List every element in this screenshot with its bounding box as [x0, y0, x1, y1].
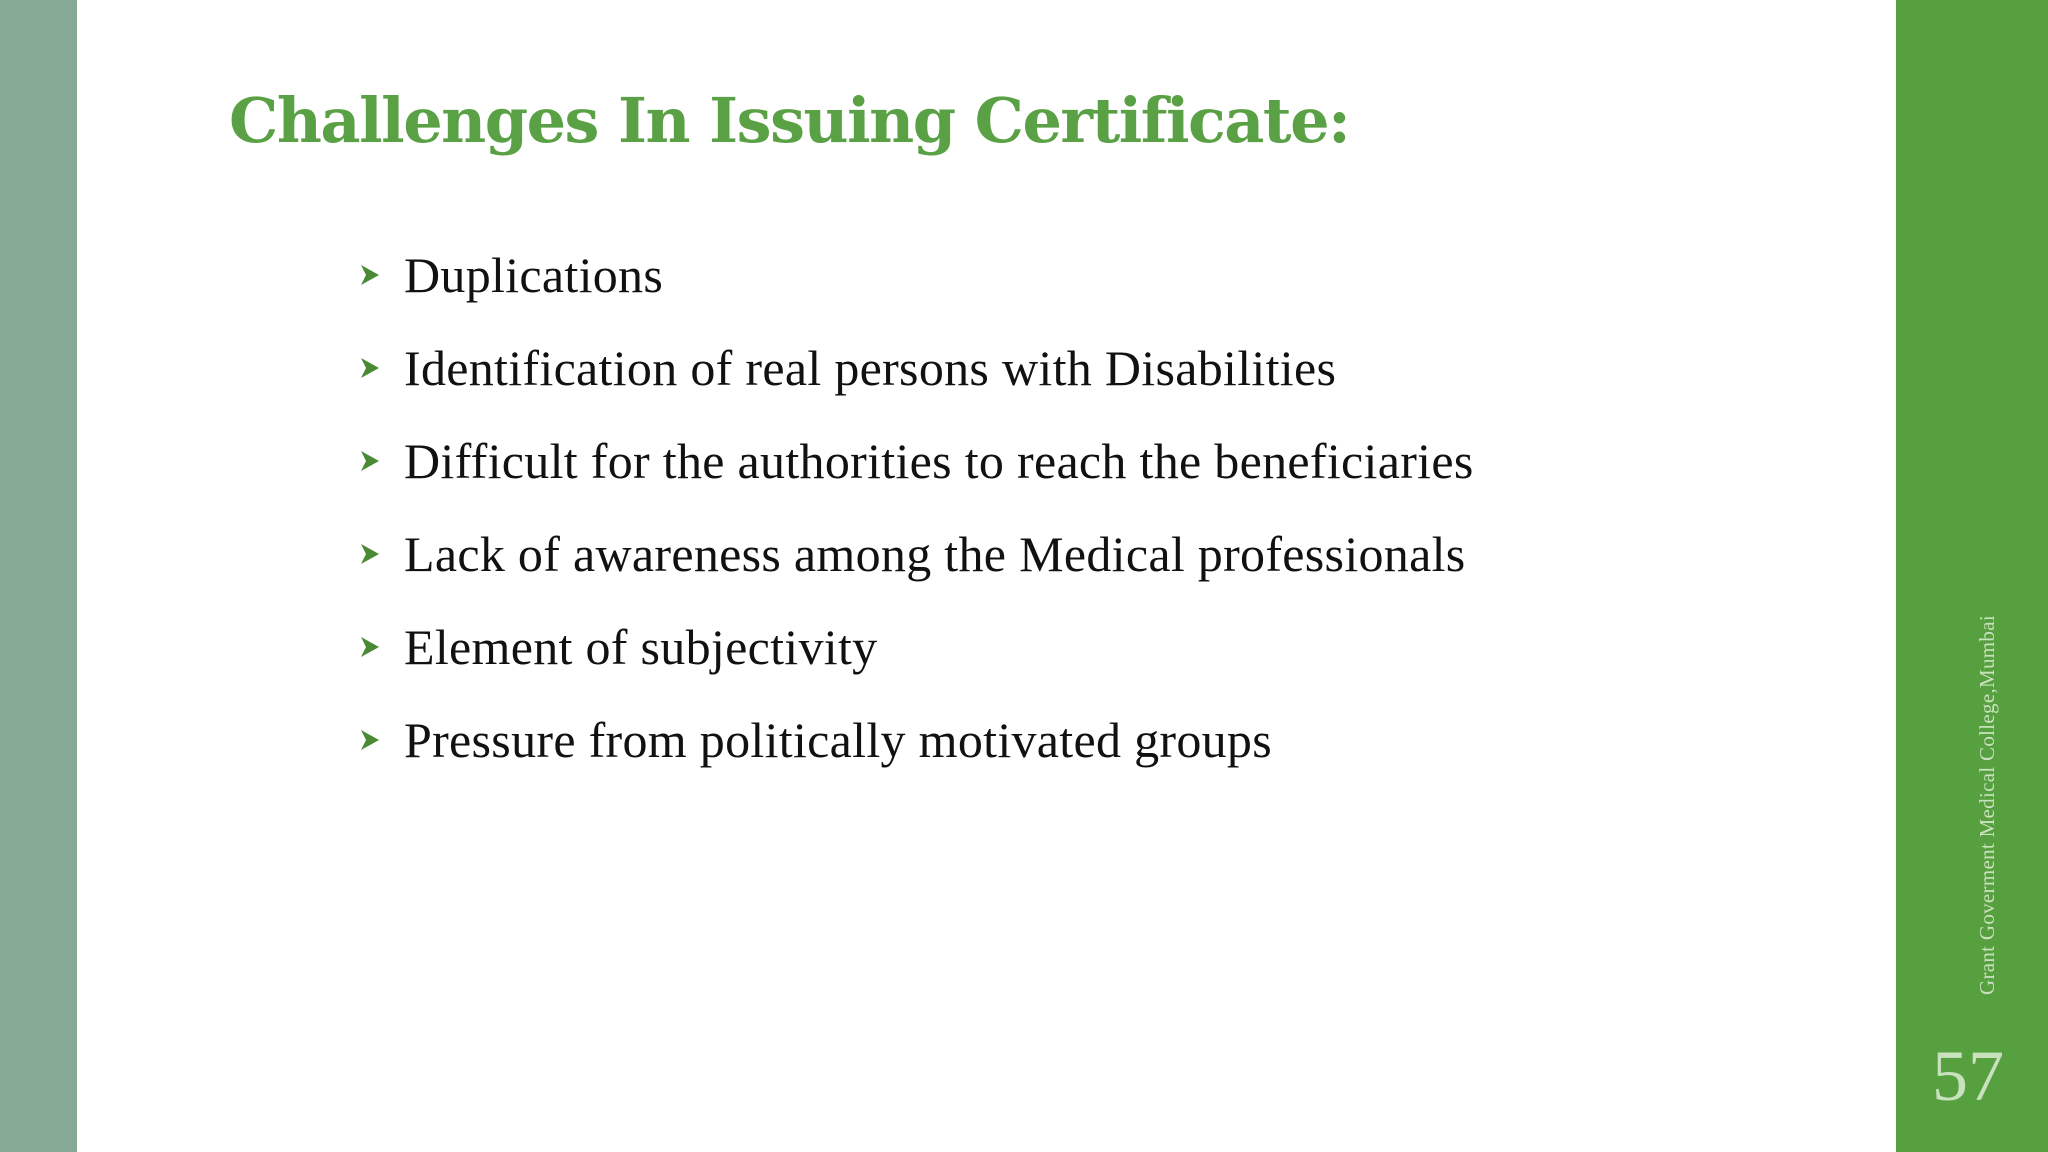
- bullet-item-political-pressure: [360, 693, 1474, 786]
- arrow-bullet-icon: [360, 543, 380, 565]
- bullet-text: Difficult for the authorities to reach the beneficiaries: [404, 432, 1474, 489]
- arrow-bullet-icon: [360, 357, 380, 379]
- right-decorative-band: [1896, 0, 2048, 1152]
- arrow-bullet-icon: [360, 450, 380, 472]
- page-number: 57: [1932, 1036, 2004, 1116]
- bullet-text: Lack of awareness among the Medical professionals: [404, 525, 1466, 582]
- bullet-item-lack-of-awareness: [360, 507, 1474, 600]
- bullet-item-difficult-reach: [360, 414, 1474, 507]
- bullet-item-identification: [360, 321, 1474, 414]
- bullet-text: Element of subjectivity: [404, 618, 878, 675]
- bullet-list: [360, 228, 1474, 786]
- arrow-bullet-icon: [360, 264, 380, 286]
- arrow-bullet-icon: [360, 729, 380, 751]
- bullet-text: Pressure from politically motivated groups: [404, 711, 1272, 768]
- footer-institution: Grant Goverment Medical College,Mumbai: [1975, 615, 1999, 995]
- bullet-item-subjectivity: [360, 600, 1474, 693]
- bullet-text: Identification of real persons with Disabilities: [404, 339, 1337, 396]
- bullet-text: Duplications: [404, 246, 664, 303]
- slide-title: Challenges In Issuing Certificate:: [229, 84, 1350, 157]
- bullet-item-duplications: [360, 228, 1474, 321]
- left-decorative-band: [0, 0, 77, 1152]
- arrow-bullet-icon: [360, 636, 380, 658]
